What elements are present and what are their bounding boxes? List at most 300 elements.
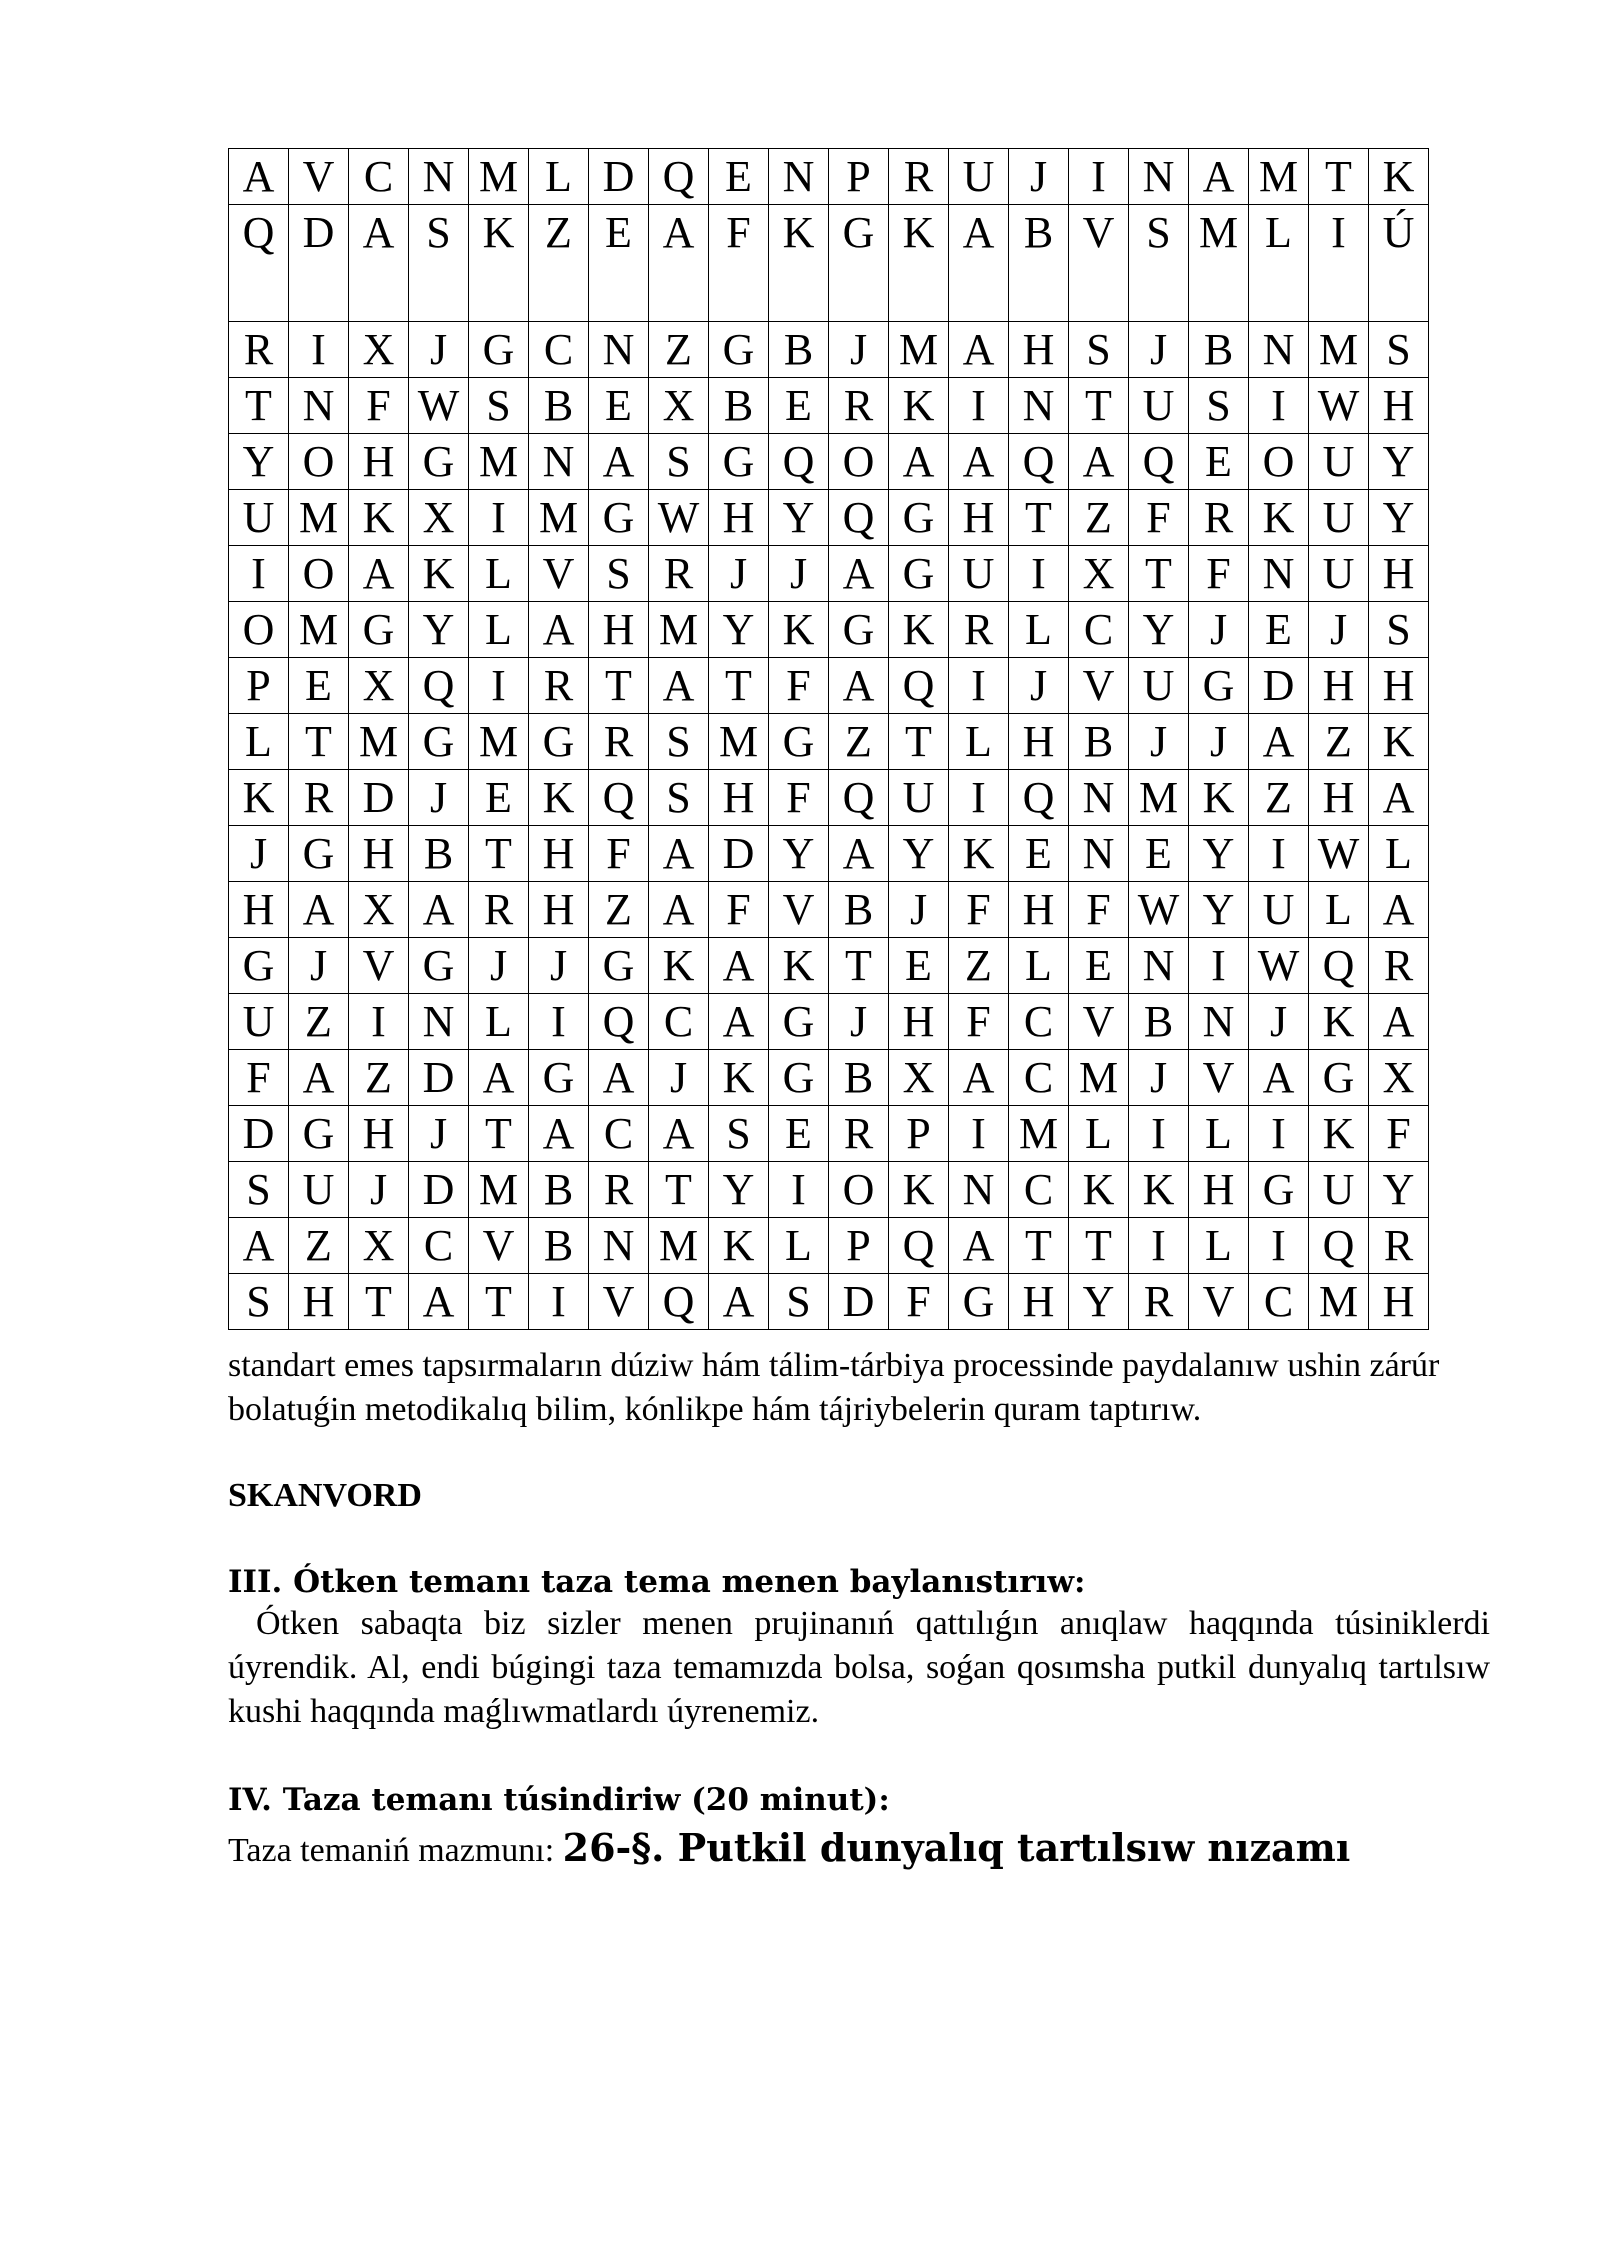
grid-cell: S: [649, 434, 709, 490]
grid-cell: V: [769, 882, 829, 938]
grid-cell: H: [1189, 1162, 1249, 1218]
grid-cell: N: [589, 322, 649, 378]
grid-cell: D: [409, 1050, 469, 1106]
grid-cell: O: [829, 434, 889, 490]
grid-cell: M: [469, 714, 529, 770]
grid-cell: N: [409, 149, 469, 205]
grid-cell: N: [1189, 994, 1249, 1050]
grid-cell: H: [1369, 658, 1429, 714]
grid-cell: A: [289, 1050, 349, 1106]
grid-cell: E: [589, 205, 649, 322]
grid-cell: I: [769, 1162, 829, 1218]
grid-cell: F: [1189, 546, 1249, 602]
grid-cell: I: [949, 1106, 1009, 1162]
grid-cell: K: [709, 1050, 769, 1106]
grid-cell: R: [589, 714, 649, 770]
grid-cell: K: [1249, 490, 1309, 546]
grid-cell: T: [589, 658, 649, 714]
grid-cell: R: [589, 1162, 649, 1218]
grid-cell: A: [289, 882, 349, 938]
grid-cell: F: [769, 658, 829, 714]
grid-cell: R: [1369, 938, 1429, 994]
grid-cell: G: [709, 322, 769, 378]
grid-cell: O: [229, 602, 289, 658]
grid-cell: G: [589, 490, 649, 546]
grid-cell: C: [1009, 1050, 1069, 1106]
grid-cell: Z: [829, 714, 889, 770]
grid-row: [229, 882, 1429, 938]
grid-cell: A: [829, 546, 889, 602]
grid-cell: G: [769, 1050, 829, 1106]
grid-cell: E: [469, 770, 529, 826]
grid-cell: P: [229, 658, 289, 714]
grid-cell: Q: [829, 770, 889, 826]
grid-cell: I: [469, 490, 529, 546]
grid-cell: O: [289, 434, 349, 490]
grid-cell: C: [409, 1218, 469, 1274]
grid-cell: X: [889, 1050, 949, 1106]
grid-cell: T: [649, 1162, 709, 1218]
grid-cell: H: [1009, 714, 1069, 770]
grid-cell: E: [289, 658, 349, 714]
grid-cell: Y: [1069, 1274, 1129, 1330]
grid-cell: H: [289, 1274, 349, 1330]
grid-cell: L: [1309, 882, 1369, 938]
grid-cell: J: [529, 938, 589, 994]
grid-cell: V: [529, 546, 589, 602]
grid-cell: A: [709, 1274, 769, 1330]
grid-cell: Q: [829, 490, 889, 546]
grid-cell: V: [1069, 994, 1129, 1050]
grid-cell: W: [1309, 378, 1369, 434]
grid-cell: R: [889, 149, 949, 205]
skanvord-heading: SKANVORD: [228, 1477, 422, 1514]
grid-cell: Y: [769, 490, 829, 546]
grid-cell: A: [409, 882, 469, 938]
grid-cell: H: [349, 1106, 409, 1162]
grid-cell: I: [229, 546, 289, 602]
grid-row: [229, 490, 1429, 546]
grid-cell: N: [1249, 322, 1309, 378]
grid-cell: N: [1249, 546, 1309, 602]
grid-cell: S: [589, 546, 649, 602]
grid-cell: A: [349, 546, 409, 602]
grid-cell: C: [589, 1106, 649, 1162]
grid-cell: V: [589, 1274, 649, 1330]
grid-cell: U: [1129, 378, 1189, 434]
grid-cell: U: [1309, 1162, 1369, 1218]
grid-cell: F: [709, 882, 769, 938]
grid-cell: Y: [1369, 490, 1429, 546]
grid-cell: F: [709, 205, 769, 322]
grid-cell: F: [889, 1274, 949, 1330]
grid-cell: D: [289, 205, 349, 322]
grid-cell: A: [709, 938, 769, 994]
grid-row: [229, 826, 1429, 882]
grid-cell: W: [649, 490, 709, 546]
grid-cell: U: [949, 546, 1009, 602]
grid-cell: A: [409, 1274, 469, 1330]
grid-cell: D: [349, 770, 409, 826]
grid-cell: A: [469, 1050, 529, 1106]
grid-cell: K: [769, 205, 829, 322]
grid-cell: U: [289, 1162, 349, 1218]
grid-cell: N: [289, 378, 349, 434]
grid-cell: E: [709, 149, 769, 205]
grid-row: [229, 322, 1429, 378]
grid-cell: R: [229, 322, 289, 378]
grid-cell: Q: [1309, 1218, 1369, 1274]
grid-cell: Y: [709, 1162, 769, 1218]
grid-cell: F: [1069, 882, 1129, 938]
grid-cell: J: [1309, 602, 1369, 658]
grid-cell: T: [469, 826, 529, 882]
grid-cell: R: [829, 1106, 889, 1162]
grid-cell: N: [1009, 378, 1069, 434]
grid-cell: B: [409, 826, 469, 882]
grid-cell: S: [649, 770, 709, 826]
grid-cell: I: [1249, 826, 1309, 882]
objective-continuation: standart emes tapsırmaların dúziw hám tálim-tárbiya processinde paydalanıw ushin zárúr bolatuǵin metodikalıq bilim, kónlikpe hám tájriybelerin quram taptırıw.: [228, 1347, 1440, 1428]
grid-cell: U: [889, 770, 949, 826]
grid-cell: E: [889, 938, 949, 994]
grid-cell: K: [529, 770, 589, 826]
grid-cell: Q: [1309, 938, 1369, 994]
grid-cell: Y: [1369, 434, 1429, 490]
grid-cell: T: [889, 714, 949, 770]
grid-cell: I: [1249, 1106, 1309, 1162]
grid-cell: R: [949, 602, 1009, 658]
grid-cell: K: [649, 938, 709, 994]
grid-cell: C: [529, 322, 589, 378]
grid-cell: I: [1189, 938, 1249, 994]
grid-cell: V: [1189, 1050, 1249, 1106]
grid-cell: X: [409, 490, 469, 546]
grid-cell: A: [1249, 714, 1309, 770]
grid-cell: C: [1069, 602, 1129, 658]
grid-cell: Y: [1189, 882, 1249, 938]
grid-cell: N: [1069, 770, 1129, 826]
grid-cell: U: [229, 490, 289, 546]
grid-cell: M: [469, 1162, 529, 1218]
grid-cell: J: [709, 546, 769, 602]
grid-cell: G: [229, 938, 289, 994]
grid-cell: A: [649, 826, 709, 882]
grid-cell: A: [949, 322, 1009, 378]
grid-cell: I: [349, 994, 409, 1050]
grid-cell: H: [1309, 770, 1369, 826]
grid-cell: S: [769, 1274, 829, 1330]
grid-cell: K: [709, 1218, 769, 1274]
grid-cell: Y: [889, 826, 949, 882]
grid-cell: F: [769, 770, 829, 826]
grid-cell: N: [529, 434, 589, 490]
grid-cell: G: [589, 938, 649, 994]
grid-cell: A: [889, 434, 949, 490]
grid-cell: K: [889, 378, 949, 434]
grid-cell: A: [1189, 149, 1249, 205]
grid-cell: S: [229, 1162, 289, 1218]
grid-cell: C: [649, 994, 709, 1050]
grid-cell: M: [1069, 1050, 1129, 1106]
grid-cell: Q: [649, 1274, 709, 1330]
grid-cell: R: [1189, 490, 1249, 546]
grid-cell: I: [529, 994, 589, 1050]
grid-cell: I: [1129, 1106, 1189, 1162]
grid-cell: Q: [649, 149, 709, 205]
grid-cell: O: [289, 546, 349, 602]
grid-cell: U: [229, 994, 289, 1050]
grid-cell: S: [1129, 205, 1189, 322]
grid-cell: U: [1129, 658, 1189, 714]
grid-cell: K: [409, 546, 469, 602]
grid-row: [229, 1218, 1429, 1274]
grid-cell: A: [649, 1106, 709, 1162]
grid-cell: E: [1129, 826, 1189, 882]
grid-cell: H: [1009, 882, 1069, 938]
grid-cell: A: [649, 882, 709, 938]
grid-cell: T: [1129, 546, 1189, 602]
grid-cell: G: [889, 546, 949, 602]
grid-cell: B: [1009, 205, 1069, 322]
grid-cell: M: [289, 602, 349, 658]
grid-cell: I: [1069, 149, 1129, 205]
grid-row: [229, 434, 1429, 490]
grid-cell: J: [649, 1050, 709, 1106]
grid-cell: I: [949, 770, 1009, 826]
grid-cell: M: [469, 149, 529, 205]
grid-cell: S: [469, 378, 529, 434]
grid-cell: A: [1069, 434, 1129, 490]
grid-cell: A: [589, 1050, 649, 1106]
grid-cell: A: [949, 205, 1009, 322]
grid-cell: N: [589, 1218, 649, 1274]
grid-cell: X: [1069, 546, 1129, 602]
grid-cell: V: [349, 938, 409, 994]
grid-cell: G: [1189, 658, 1249, 714]
grid-cell: N: [1069, 826, 1129, 882]
grid-cell: M: [1129, 770, 1189, 826]
grid-row: [229, 149, 1429, 205]
grid-cell: G: [349, 602, 409, 658]
grid-row: [229, 1050, 1429, 1106]
grid-cell: T: [469, 1106, 529, 1162]
grid-cell: B: [769, 322, 829, 378]
grid-cell: R: [649, 546, 709, 602]
grid-cell: A: [349, 205, 409, 322]
grid-cell: Z: [1249, 770, 1309, 826]
grid-cell: H: [349, 434, 409, 490]
grid-cell: J: [409, 1106, 469, 1162]
grid-cell: U: [1309, 434, 1369, 490]
grid-cell: H: [889, 994, 949, 1050]
grid-row: [229, 994, 1429, 1050]
grid-cell: J: [1009, 149, 1069, 205]
grid-row: [229, 770, 1429, 826]
grid-cell: H: [949, 490, 1009, 546]
grid-cell: W: [1309, 826, 1369, 882]
grid-cell: I: [1009, 546, 1069, 602]
grid-cell: J: [289, 938, 349, 994]
grid-cell: Y: [409, 602, 469, 658]
grid-cell: V: [289, 149, 349, 205]
grid-cell: J: [889, 882, 949, 938]
grid-cell: Q: [589, 994, 649, 1050]
grid-cell: G: [769, 994, 829, 1050]
grid-cell: Z: [949, 938, 1009, 994]
grid-cell: J: [1249, 994, 1309, 1050]
grid-cell: L: [469, 994, 529, 1050]
grid-cell: X: [349, 322, 409, 378]
grid-cell: Y: [1189, 826, 1249, 882]
section-3-body: Ótken sabaqta biz sizler menen prujinanıń qattılıǵın anıqlaw haqqında túsiniklerdi úyrendik. Al, endi búgingi taza temamızda bolsa, soǵan qosımsha putkil dunyalıq tartılsıw kushi haqqında maǵlıwmatlardı úyrenemiz.: [228, 1605, 1490, 1730]
grid-cell: A: [649, 658, 709, 714]
grid-cell: K: [1369, 714, 1429, 770]
grid-cell: B: [829, 1050, 889, 1106]
grid-cell: J: [829, 994, 889, 1050]
grid-cell: K: [1129, 1162, 1189, 1218]
grid-cell: K: [349, 490, 409, 546]
grid-cell: K: [769, 602, 829, 658]
grid-cell: N: [769, 149, 829, 205]
grid-cell: Z: [289, 994, 349, 1050]
grid-cell: M: [1189, 205, 1249, 322]
grid-cell: H: [589, 602, 649, 658]
grid-cell: C: [349, 149, 409, 205]
grid-cell: A: [949, 1050, 1009, 1106]
grid-cell: B: [1189, 322, 1249, 378]
grid-cell: A: [1369, 994, 1429, 1050]
grid-cell: E: [1009, 826, 1069, 882]
grid-cell: Z: [1309, 714, 1369, 770]
grid-cell: E: [1069, 938, 1129, 994]
grid-cell: L: [229, 714, 289, 770]
grid-cell: T: [1009, 490, 1069, 546]
grid-cell: M: [1009, 1106, 1069, 1162]
grid-row: [229, 1162, 1429, 1218]
grid-cell: T: [349, 1274, 409, 1330]
grid-cell: H: [709, 490, 769, 546]
grid-cell: I: [1129, 1218, 1189, 1274]
grid-cell: S: [709, 1106, 769, 1162]
grid-cell: G: [829, 205, 889, 322]
grid-cell: D: [1249, 658, 1309, 714]
grid-cell: A: [649, 205, 709, 322]
grid-cell: J: [1189, 602, 1249, 658]
grid-cell: M: [1309, 1274, 1369, 1330]
grid-cell: H: [1309, 658, 1369, 714]
grid-cell: J: [229, 826, 289, 882]
grid-cell: K: [229, 770, 289, 826]
grid-cell: Z: [529, 205, 589, 322]
grid-cell: Q: [229, 205, 289, 322]
grid-cell: Z: [589, 882, 649, 938]
grid-cell: S: [1369, 602, 1429, 658]
grid-cell: I: [289, 322, 349, 378]
topic-label: Taza temaniń mazmunı:: [228, 1832, 555, 1869]
grid-cell: T: [1069, 378, 1129, 434]
grid-cell: L: [769, 1218, 829, 1274]
grid-cell: R: [829, 378, 889, 434]
grid-cell: J: [349, 1162, 409, 1218]
grid-cell: P: [829, 149, 889, 205]
grid-cell: A: [1369, 882, 1429, 938]
grid-cell: L: [1069, 1106, 1129, 1162]
grid-cell: L: [1369, 826, 1429, 882]
grid-cell: J: [409, 322, 469, 378]
grid-cell: Q: [589, 770, 649, 826]
grid-cell: H: [1009, 1274, 1069, 1330]
grid-row: [229, 1274, 1429, 1330]
grid-cell: R: [1369, 1218, 1429, 1274]
grid-cell: G: [289, 826, 349, 882]
grid-row: [229, 658, 1429, 714]
grid-cell: V: [1069, 658, 1129, 714]
grid-cell: L: [469, 602, 529, 658]
grid-cell: Ú: [1369, 205, 1429, 322]
grid-cell: V: [469, 1218, 529, 1274]
grid-cell: B: [829, 882, 889, 938]
grid-cell: L: [1189, 1218, 1249, 1274]
grid-cell: K: [949, 826, 1009, 882]
grid-cell: I: [469, 658, 529, 714]
grid-cell: T: [709, 658, 769, 714]
grid-cell: Q: [1009, 434, 1069, 490]
grid-cell: D: [829, 1274, 889, 1330]
grid-cell: I: [949, 658, 1009, 714]
grid-cell: L: [1009, 602, 1069, 658]
grid-cell: W: [1129, 882, 1189, 938]
grid-cell: L: [1009, 938, 1069, 994]
grid-cell: V: [1069, 205, 1129, 322]
grid-cell: W: [409, 378, 469, 434]
grid-cell: Y: [1369, 1162, 1429, 1218]
grid-cell: G: [829, 602, 889, 658]
grid-cell: A: [1249, 1050, 1309, 1106]
grid-cell: N: [949, 1162, 1009, 1218]
grid-cell: D: [589, 149, 649, 205]
grid-cell: A: [229, 1218, 289, 1274]
grid-row: [229, 714, 1429, 770]
grid-cell: Q: [1009, 770, 1069, 826]
grid-cell: B: [1129, 994, 1189, 1050]
grid-cell: X: [349, 1218, 409, 1274]
grid-cell: M: [889, 322, 949, 378]
grid-cell: E: [1249, 602, 1309, 658]
grid-cell: R: [1129, 1274, 1189, 1330]
grid-cell: N: [1129, 149, 1189, 205]
grid-cell: A: [529, 1106, 589, 1162]
grid-cell: K: [889, 1162, 949, 1218]
grid-cell: P: [829, 1218, 889, 1274]
grid-cell: H: [1009, 322, 1069, 378]
grid-cell: B: [529, 378, 589, 434]
grid-cell: J: [769, 546, 829, 602]
grid-cell: G: [769, 714, 829, 770]
grid-cell: Q: [409, 658, 469, 714]
grid-cell: Q: [889, 658, 949, 714]
grid-cell: J: [829, 322, 889, 378]
grid-cell: X: [349, 882, 409, 938]
grid-row: [229, 602, 1429, 658]
grid-cell: H: [709, 770, 769, 826]
grid-cell: G: [409, 434, 469, 490]
grid-cell: X: [1369, 1050, 1429, 1106]
grid-cell: L: [529, 149, 589, 205]
grid-cell: K: [469, 205, 529, 322]
grid-cell: F: [949, 882, 1009, 938]
grid-cell: X: [649, 378, 709, 434]
